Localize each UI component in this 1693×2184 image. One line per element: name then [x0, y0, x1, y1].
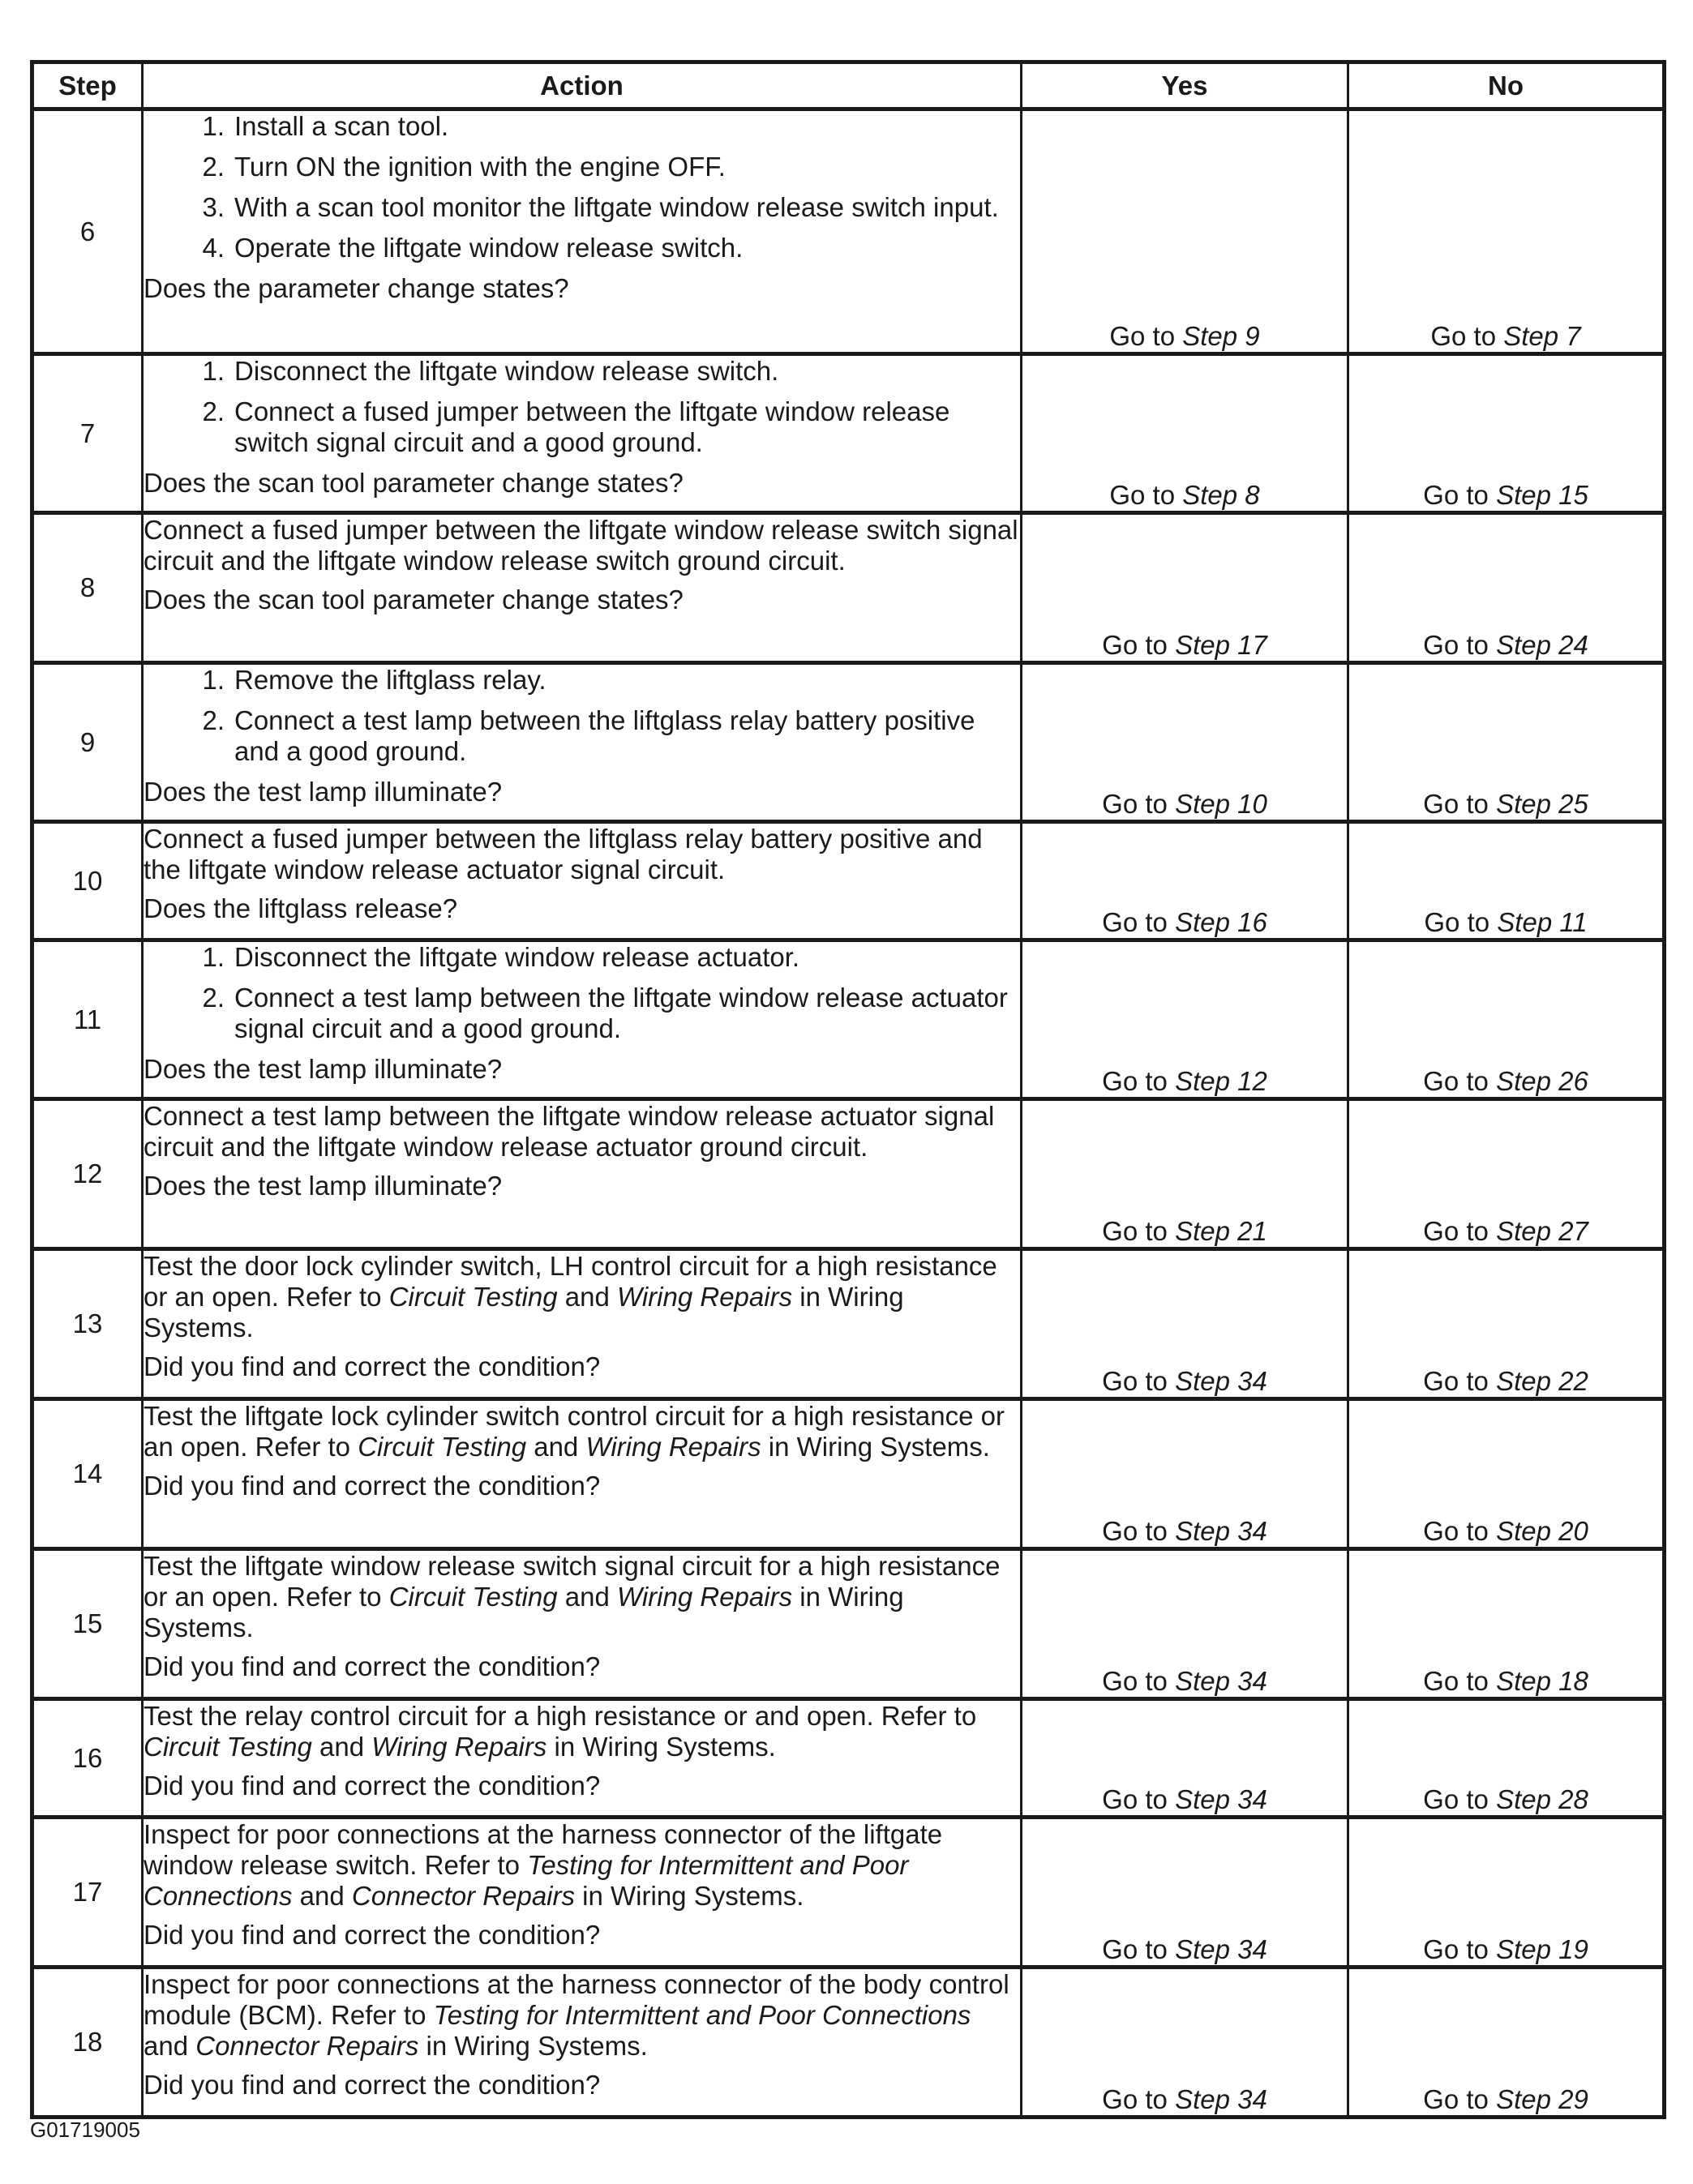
yes-goto-step: Step 9: [1182, 321, 1260, 351]
yes-cell: [1022, 1099, 1348, 1249]
reference-link-text: Circuit Testing: [358, 1432, 527, 1462]
yes-goto-step: Step 34: [1175, 1516, 1267, 1546]
header-row: [32, 62, 1665, 109]
yes-cell: [1022, 354, 1348, 513]
table-row: [32, 1699, 1665, 1818]
action-step-number: 1.: [202, 942, 225, 972]
action-step-text: Operate the liftgate window release switch.: [234, 233, 744, 263]
no-cell: [1348, 354, 1665, 513]
yes-goto-step: Step 34: [1175, 1784, 1267, 1814]
no-cell: [1348, 513, 1665, 663]
action-question: Does the scan tool parameter change states?: [144, 585, 684, 615]
yes-cell: [1022, 1399, 1348, 1549]
reference-link-text: Wiring Repairs: [616, 1582, 793, 1612]
table-row: [32, 109, 1665, 354]
table-row: [32, 354, 1665, 513]
no-goto-prefix: Go to: [1430, 321, 1504, 351]
action-question: Does the test lamp illuminate?: [144, 777, 503, 807]
action-step-text: Turn ON the ignition with the engine OFF.: [234, 152, 726, 182]
action-question: Did you find and correct the condition?: [144, 1920, 601, 1950]
action-step-text: Connect a fused jumper between the liftgate window release switch signal circuit and a good ground.: [234, 396, 950, 457]
column-header-step: Step: [32, 62, 143, 109]
action-text-segment: and: [311, 1732, 372, 1762]
no-goto-step: Step 25: [1496, 789, 1588, 819]
action-cell: [143, 1968, 1022, 2118]
table-row: [32, 1099, 1665, 1249]
yes-cell: [1022, 822, 1348, 940]
yes-goto-step: Step 34: [1175, 1666, 1267, 1696]
action-cell: [143, 1099, 1022, 1249]
no-goto-step: Step 19: [1496, 1934, 1588, 1964]
column-header-yes: Yes: [1022, 62, 1348, 109]
table-row: [32, 663, 1665, 822]
action-text-segment: and: [557, 1582, 617, 1612]
table-row: [32, 1549, 1665, 1699]
action-step-item: [176, 942, 1020, 973]
action-description: [144, 1101, 1020, 1163]
action-text-segment: Connect a fused jumper between the liftgate window release switch signal circuit and the liftgate window release switch ground circuit.: [144, 515, 1018, 576]
yes-goto-step: Step 8: [1182, 480, 1260, 510]
table-row: [32, 1818, 1665, 1968]
table-row: [32, 1968, 1665, 2118]
action-cell: [143, 513, 1022, 663]
no-cell: [1348, 1549, 1665, 1699]
yes-goto-prefix: Go to: [1109, 321, 1183, 351]
action-step-item: [176, 111, 1020, 142]
action-cell: [143, 822, 1022, 940]
no-goto-prefix: Go to: [1423, 1366, 1497, 1396]
action-step-number: 3.: [202, 192, 225, 222]
step-number: 11: [32, 940, 143, 1099]
action-cell: [143, 1699, 1022, 1818]
action-description: [144, 515, 1020, 576]
action-question: Does the scan tool parameter change states?: [144, 468, 684, 498]
action-text-segment: Connect a fused jumper between the liftglass relay battery positive and the liftgate window release actuator signal circuit.: [144, 824, 983, 884]
no-goto-prefix: Go to: [1423, 789, 1497, 819]
action-step-number: 1.: [202, 356, 225, 386]
no-goto-step: Step 24: [1496, 630, 1588, 660]
reference-link-text: Circuit Testing: [144, 1732, 312, 1762]
yes-goto-prefix: Go to: [1102, 1934, 1176, 1964]
reference-link-text: Wiring Repairs: [371, 1732, 547, 1762]
action-step-number: 2.: [202, 396, 225, 426]
table-row: [32, 1249, 1665, 1399]
action-text-segment: and: [292, 1881, 352, 1911]
yes-goto-prefix: Go to: [1102, 630, 1176, 660]
yes-cell: [1022, 1249, 1348, 1399]
figure-id: G01719005: [30, 2118, 140, 2142]
yes-goto-prefix: Go to: [1102, 789, 1176, 819]
action-text-segment: Test the liftgate window release switch signal circuit for a high resistance or an open. Refer to: [144, 1551, 1001, 1612]
action-text-segment: Connect a test lamp between the liftgate window release actuator signal circuit and the liftgate window release actuator ground circuit.: [144, 1101, 995, 1162]
action-question: Does the liftglass release?: [144, 893, 458, 923]
action-step-item: [176, 983, 1020, 1044]
step-number: 6: [32, 109, 143, 354]
action-steps-list: [144, 111, 1020, 263]
no-goto-step: Step 29: [1496, 2084, 1588, 2114]
no-goto-step: Step 27: [1496, 1216, 1588, 1246]
action-question: Does the test lamp illuminate?: [144, 1054, 503, 1084]
reference-link-text: Circuit Testing: [388, 1282, 558, 1312]
action-text-segment: in Wiring Systems.: [418, 2031, 648, 2061]
yes-goto-step: Step 21: [1175, 1216, 1267, 1246]
table-row: [32, 822, 1665, 940]
action-description: [144, 1969, 1020, 2062]
reference-link-text: Testing for Intermittent and Poor Connections: [433, 2000, 971, 2030]
diagnostic-table: [30, 60, 1666, 2119]
yes-cell: [1022, 1699, 1348, 1818]
yes-goto-prefix: Go to: [1102, 1516, 1176, 1546]
reference-link-text: Connector Repairs: [195, 2031, 419, 2061]
no-cell: [1348, 1818, 1665, 1968]
action-text-segment: Inspect for poor connections at the harness connector of the body control module (BCM). Refer to: [144, 1969, 1009, 2030]
action-step-text: Disconnect the liftgate window release switch.: [234, 356, 779, 386]
no-cell: [1348, 1099, 1665, 1249]
action-text-segment: and: [526, 1432, 586, 1462]
table-row: [32, 940, 1665, 1099]
no-goto-prefix: Go to: [1423, 2084, 1497, 2114]
action-cell: [143, 109, 1022, 354]
step-number: 9: [32, 663, 143, 822]
action-description: [144, 1819, 1020, 1912]
yes-goto-prefix: Go to: [1102, 1366, 1176, 1396]
action-description: [144, 1251, 1020, 1343]
action-step-number: 1.: [202, 665, 225, 695]
yes-cell: [1022, 109, 1348, 354]
step-number: 10: [32, 822, 143, 940]
yes-goto-step: Step 16: [1175, 907, 1267, 937]
action-step-item: [176, 356, 1020, 387]
action-steps-list: [144, 356, 1020, 458]
no-cell: [1348, 940, 1665, 1099]
no-cell: [1348, 1249, 1665, 1399]
action-text-segment: in Wiring Systems.: [761, 1432, 990, 1462]
yes-goto-prefix: Go to: [1102, 1784, 1176, 1814]
no-goto-step: Step 20: [1496, 1516, 1588, 1546]
table-row: [32, 1399, 1665, 1549]
no-goto-prefix: Go to: [1424, 907, 1498, 937]
yes-goto-prefix: Go to: [1102, 2084, 1176, 2114]
no-cell: [1348, 663, 1665, 822]
action-text-segment: Inspect for poor connections at the harness connector of the liftgate window release switch. Refer to: [144, 1819, 943, 1880]
action-step-number: 1.: [202, 111, 225, 141]
action-step-item: [176, 665, 1020, 696]
no-cell: [1348, 1699, 1665, 1818]
step-number: 7: [32, 354, 143, 513]
action-step-item: [176, 233, 1020, 263]
yes-goto-step: Step 17: [1175, 630, 1267, 660]
yes-goto-prefix: Go to: [1102, 1216, 1176, 1246]
action-step-number: 2.: [202, 152, 225, 182]
action-step-text: Connect a test lamp between the liftgate window release actuator signal circuit and a good ground.: [234, 983, 1008, 1043]
action-step-item: [176, 192, 1020, 223]
no-goto-step: Step 28: [1496, 1784, 1588, 1814]
no-goto-prefix: Go to: [1423, 1666, 1497, 1696]
action-cell: [143, 354, 1022, 513]
yes-cell: [1022, 513, 1348, 663]
table-body: [32, 109, 1665, 2118]
action-step-item: [176, 396, 1020, 458]
reference-link-text: Testing for Intermittent and Poor Connections: [144, 1850, 909, 1911]
action-description: [144, 1401, 1020, 1462]
step-number: 15: [32, 1549, 143, 1699]
action-cell: [143, 663, 1022, 822]
no-goto-step: Step 26: [1496, 1066, 1588, 1096]
step-number: 12: [32, 1099, 143, 1249]
action-text-segment: in Wiring Systems.: [144, 1282, 904, 1343]
step-number: 14: [32, 1399, 143, 1549]
step-number: 8: [32, 513, 143, 663]
table-row: [32, 513, 1665, 663]
action-text-segment: Test the liftgate lock cylinder switch control circuit for a high resistance or an open. Refer to: [144, 1401, 1005, 1462]
no-cell: [1348, 1968, 1665, 2118]
step-number: 17: [32, 1818, 143, 1968]
action-description: [144, 824, 1020, 885]
reference-link-text: Circuit Testing: [388, 1582, 558, 1612]
reference-link-text: Wiring Repairs: [585, 1432, 761, 1462]
action-cell: [143, 940, 1022, 1099]
yes-cell: [1022, 1818, 1348, 1968]
no-goto-step: Step 18: [1496, 1666, 1588, 1696]
step-number: 16: [32, 1699, 143, 1818]
action-cell: [143, 1818, 1022, 1968]
action-cell: [143, 1549, 1022, 1699]
action-steps-list: [144, 665, 1020, 767]
yes-cell: [1022, 1968, 1348, 2118]
action-step-text: Disconnect the liftgate window release actuator.: [234, 942, 800, 972]
action-description: [144, 1701, 1020, 1762]
action-question: Did you find and correct the condition?: [144, 2070, 601, 2100]
yes-cell: [1022, 663, 1348, 822]
action-question: Did you find and correct the condition?: [144, 1771, 601, 1801]
no-goto-step: Step 11: [1497, 907, 1588, 937]
action-question: Did you find and correct the condition?: [144, 1471, 601, 1501]
no-cell: [1348, 1399, 1665, 1549]
no-goto-prefix: Go to: [1423, 1066, 1497, 1096]
no-goto-prefix: Go to: [1423, 480, 1497, 510]
action-step-text: Remove the liftglass relay.: [234, 665, 546, 695]
yes-goto-step: Step 34: [1175, 1366, 1267, 1396]
no-cell: [1348, 109, 1665, 354]
no-goto-prefix: Go to: [1423, 630, 1497, 660]
yes-goto-prefix: Go to: [1109, 480, 1183, 510]
action-text-segment: and: [144, 2031, 196, 2061]
action-cell: [143, 1399, 1022, 1549]
action-text-segment: Test the relay control circuit for a high resistance or and open. Refer to: [144, 1701, 977, 1731]
action-text-segment: in Wiring Systems.: [575, 1881, 804, 1911]
action-description: [144, 1551, 1020, 1643]
no-cell: [1348, 822, 1665, 940]
column-header-no: No: [1348, 62, 1665, 109]
yes-goto-step: Step 34: [1175, 2084, 1267, 2114]
yes-goto-step: Step 12: [1175, 1066, 1267, 1096]
action-text-segment: in Wiring Systems.: [144, 1582, 904, 1642]
yes-goto-prefix: Go to: [1102, 1066, 1176, 1096]
yes-goto-prefix: Go to: [1102, 907, 1176, 937]
action-step-text: With a scan tool monitor the liftgate window release switch input.: [234, 192, 999, 222]
action-step-text: Connect a test lamp between the liftglass relay battery positive and a good ground.: [234, 705, 975, 766]
column-header-action: Action: [143, 62, 1022, 109]
step-number: 13: [32, 1249, 143, 1399]
yes-goto-step: Step 34: [1175, 1934, 1267, 1964]
action-question: Does the parameter change states?: [144, 273, 569, 303]
reference-link-text: Wiring Repairs: [616, 1282, 793, 1312]
action-step-text: Install a scan tool.: [234, 111, 449, 141]
no-goto-step: Step 7: [1503, 321, 1581, 351]
action-step-item: [176, 705, 1020, 767]
action-question: Did you find and correct the condition?: [144, 1351, 601, 1381]
action-steps-list: [144, 942, 1020, 1044]
step-number: 18: [32, 1968, 143, 2118]
no-goto-step: Step 15: [1496, 480, 1588, 510]
no-goto-prefix: Go to: [1423, 1516, 1497, 1546]
action-step-item: [176, 152, 1020, 182]
reference-link-text: Connector Repairs: [351, 1881, 575, 1911]
no-goto-prefix: Go to: [1423, 1784, 1497, 1814]
action-text-segment: and: [557, 1282, 617, 1312]
action-step-number: 2.: [202, 705, 225, 735]
action-cell: [143, 1249, 1022, 1399]
no-goto-step: Step 22: [1496, 1366, 1588, 1396]
yes-goto-step: Step 10: [1175, 789, 1267, 819]
no-goto-prefix: Go to: [1423, 1216, 1497, 1246]
yes-goto-prefix: Go to: [1102, 1666, 1176, 1696]
action-text-segment: Test the door lock cylinder switch, LH control circuit for a high resistance or an open. Refer to: [144, 1251, 997, 1312]
no-goto-prefix: Go to: [1423, 1934, 1497, 1964]
yes-cell: [1022, 1549, 1348, 1699]
action-step-number: 2.: [202, 983, 225, 1013]
action-text-segment: in Wiring Systems.: [546, 1732, 776, 1762]
action-step-number: 4.: [202, 233, 225, 263]
yes-cell: [1022, 940, 1348, 1099]
action-question: Does the test lamp illuminate?: [144, 1171, 503, 1201]
action-question: Did you find and correct the condition?: [144, 1651, 601, 1681]
